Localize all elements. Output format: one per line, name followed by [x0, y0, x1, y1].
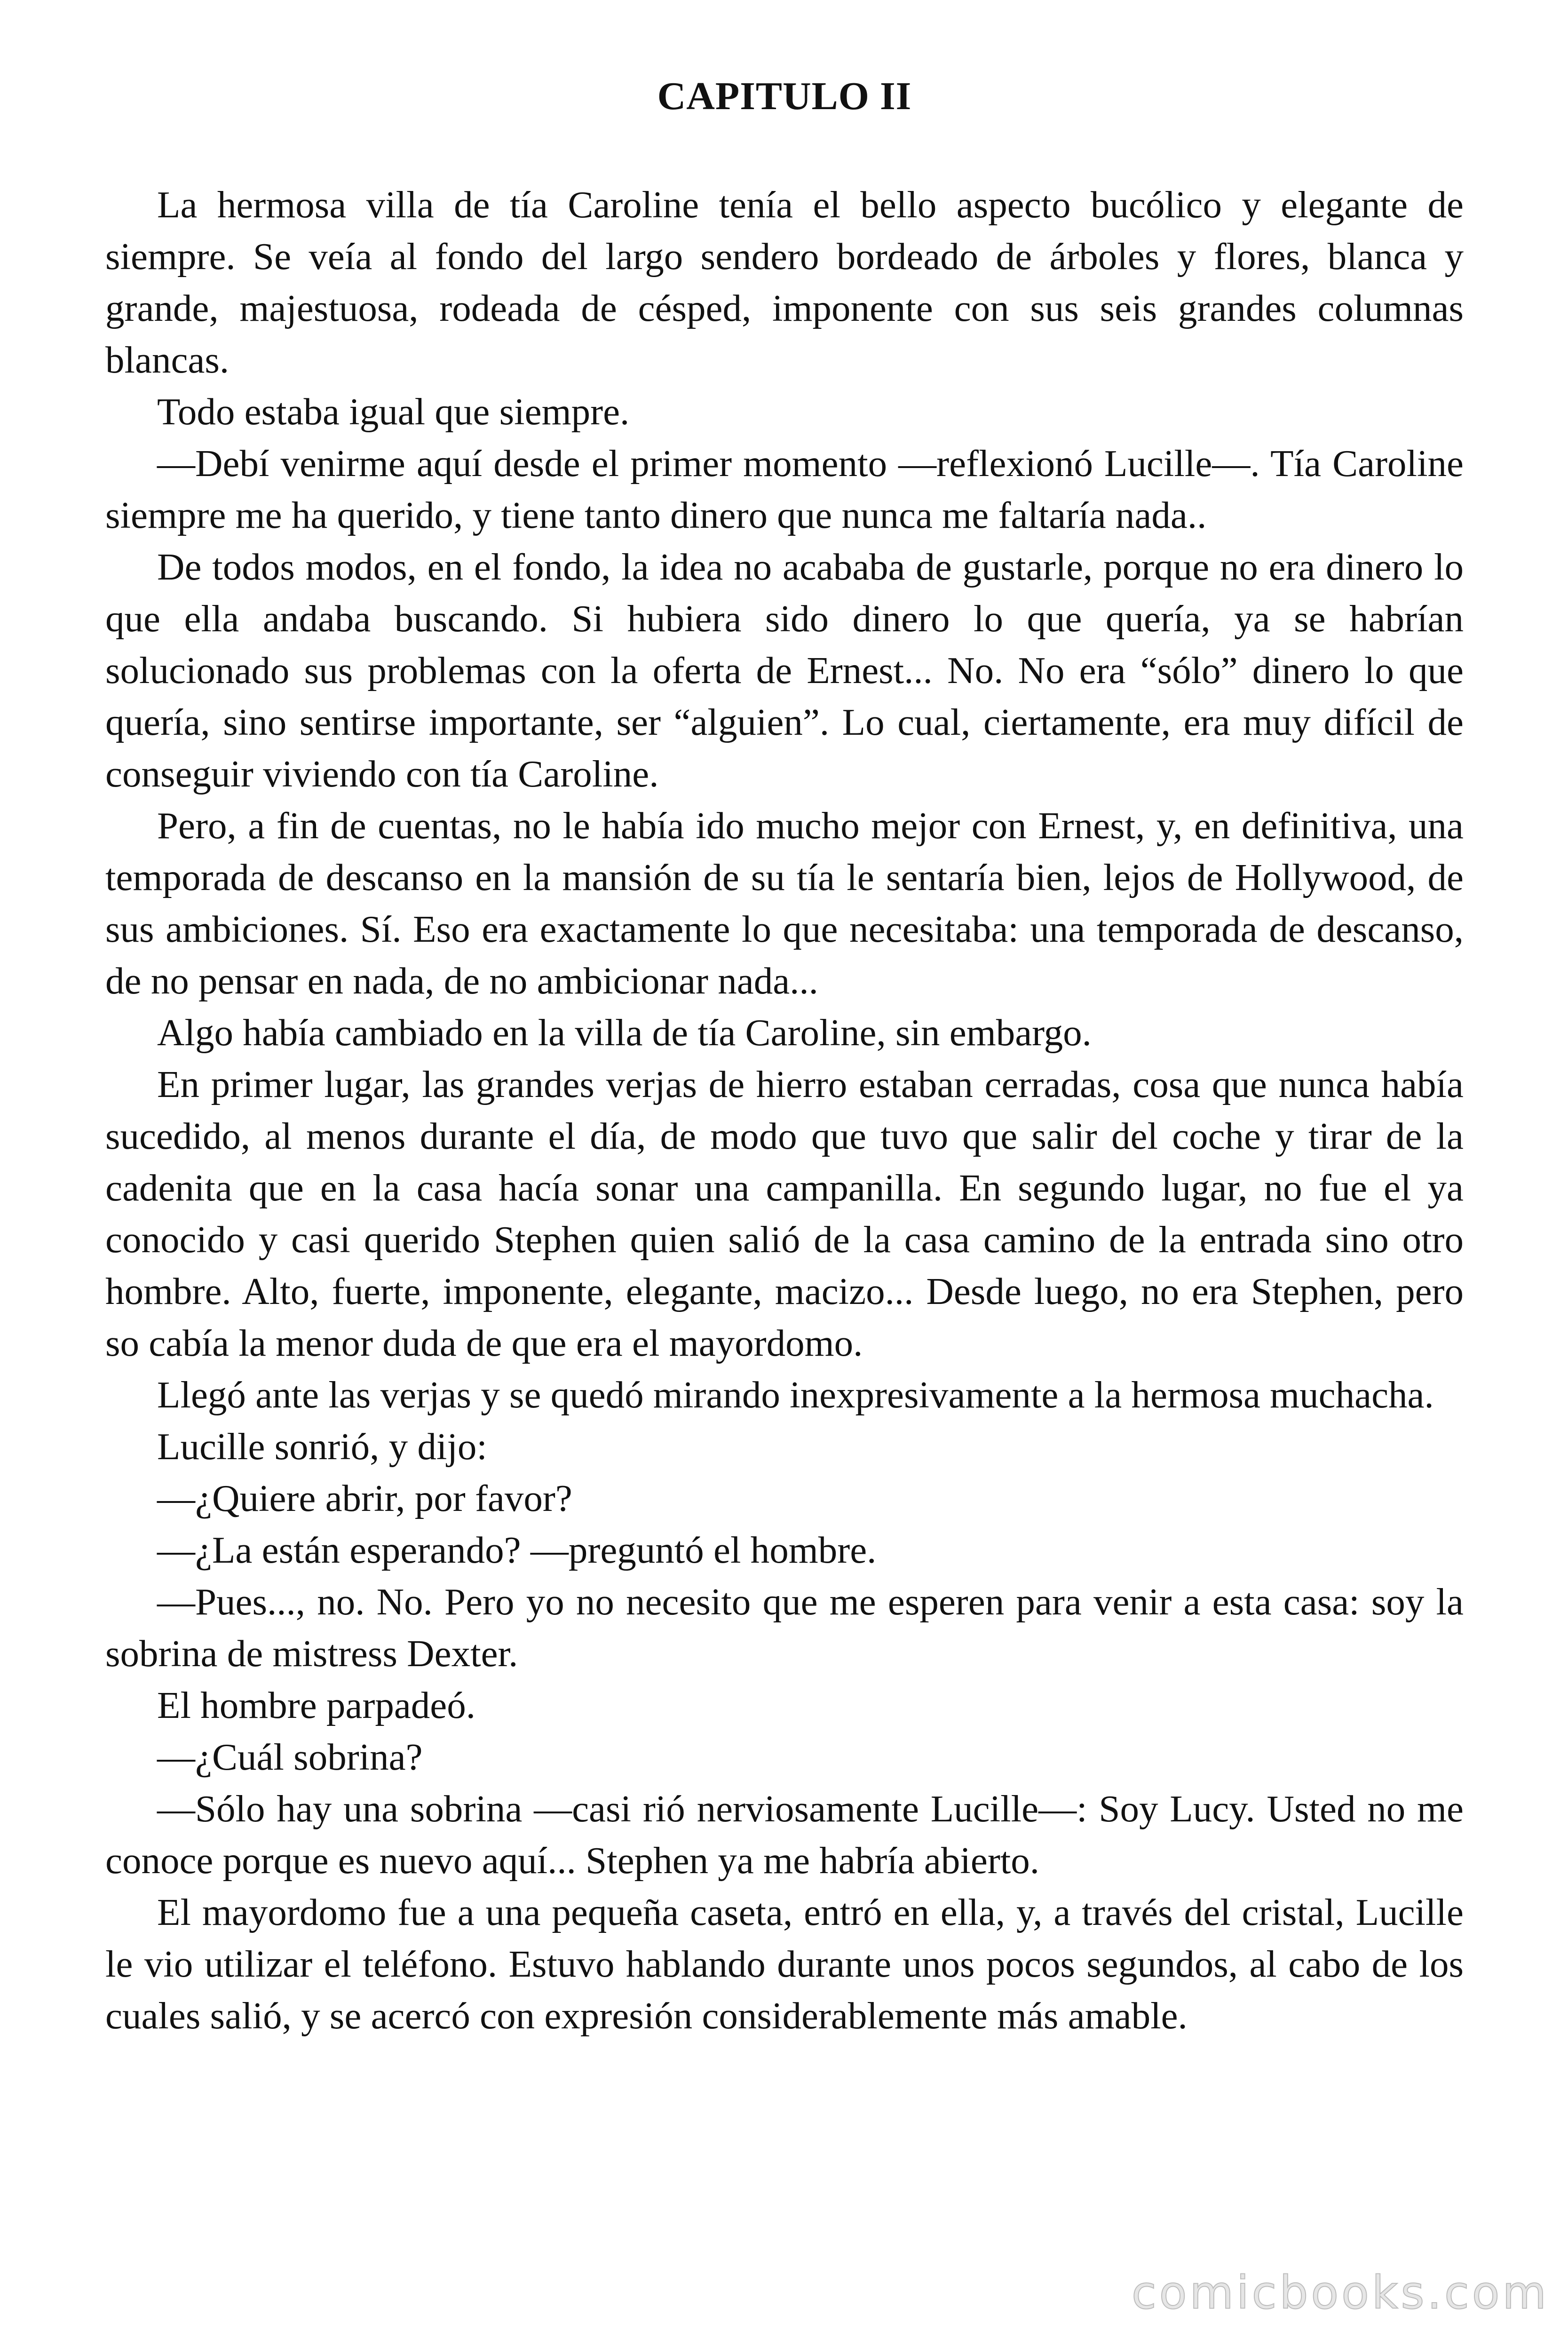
paragraph: Llegó ante las verjas y se quedó mirando inexpresivamente a la hermosa muchacha.	[157, 1374, 1434, 1416]
paragraph: —¿La están esperando? —preguntó el hombre.	[157, 1529, 877, 1571]
paragraph: —Debí venirme aquí desde el primer momento —reflexionó Lucille—. Tía Caroline siempre me ha querido, y tiene tanto dinero que nunca me faltaría nada..	[105, 442, 1464, 536]
paragraph: Lucille sonrió, y dijo:	[157, 1425, 487, 1468]
paragraph: —¿Quiere abrir, por favor?	[157, 1477, 572, 1519]
paragraph: De todos modos, en el fondo, la idea no acababa de gustarle, porque no era dinero lo que ella andaba buscando. Si hubiera sido dinero lo que quería, ya se habrían solucionado sus problemas con la oferta de Ernest... No. No era “sólo” dinero lo que quería, sino sentirse importante, ser “alguien”. Lo cual, ciertamente, era muy difícil de conseguir viviendo con tía Caroline.	[105, 546, 1464, 795]
chapter-title: CAPITULO II	[657, 74, 912, 118]
body-text	[105, 179, 1464, 2042]
paragraph: —Pues..., no. No. Pero yo no necesito que me esperen para venir a esta casa: soy la sobrina de mistress Dexter.	[105, 1581, 1464, 1675]
paragraph: —¿Cuál sobrina?	[157, 1736, 423, 1778]
watermark: comicbooks.com	[1131, 2266, 1549, 2319]
paragraph: El hombre parpadeó.	[157, 1684, 475, 1726]
paragraph: La hermosa villa de tía Caroline tenía el bello aspecto bucólico y elegante de siempre. Se veía al fondo del largo sendero bordeado de árboles y flores, blanca y grande, majestuosa, rodeada de césped, imponente con sus seis grandes columnas blancas.	[105, 183, 1464, 381]
book-page	[105, 71, 1464, 2042]
paragraph: Algo había cambiado en la villa de tía Caroline, sin embargo.	[157, 1011, 1092, 1054]
paragraph: —Sólo hay una sobrina —casi rió nerviosamente Lucille—: Soy Lucy. Usted no me conoce porque es nuevo aquí... Stephen ya me habría abierto.	[105, 1788, 1464, 1882]
paragraph: En primer lugar, las grandes verjas de hierro estaban cerradas, cosa que nunca había sucedido, al menos durante el día, de modo que tuvo que salir del coche y tirar de la cadenita que en la casa hacía sonar una campanilla. En segundo lugar, no fue el ya conocido y casi querido Stephen quien salió de la casa camino de la entrada sino otro hombre. Alto, fuerte, imponente, elegante, macizo... Desde luego, no era Stephen, pero so cabía la menor duda de que era el mayordomo.	[105, 1063, 1464, 1364]
paragraph: Todo estaba igual que siempre.	[157, 390, 630, 433]
paragraph: El mayordomo fue a una pequeña caseta, entró en ella, y, a través del cristal, Lucille le vio utilizar el teléfono. Estuvo hablando durante unos pocos segundos, al cabo de los cuales salió, y se acercó con expresión considerablemente más amable.	[105, 1891, 1464, 2037]
paragraph: Pero, a fin de cuentas, no le había ido mucho mejor con Ernest, y, en definitiva, una temporada de descanso en la mansión de su tía le sentaría bien, lejos de Hollywood, de sus ambiciones. Sí. Eso era exactamente lo que necesitaba: una temporada de descanso, de no pensar en nada, de no ambicionar nada...	[105, 804, 1464, 1002]
